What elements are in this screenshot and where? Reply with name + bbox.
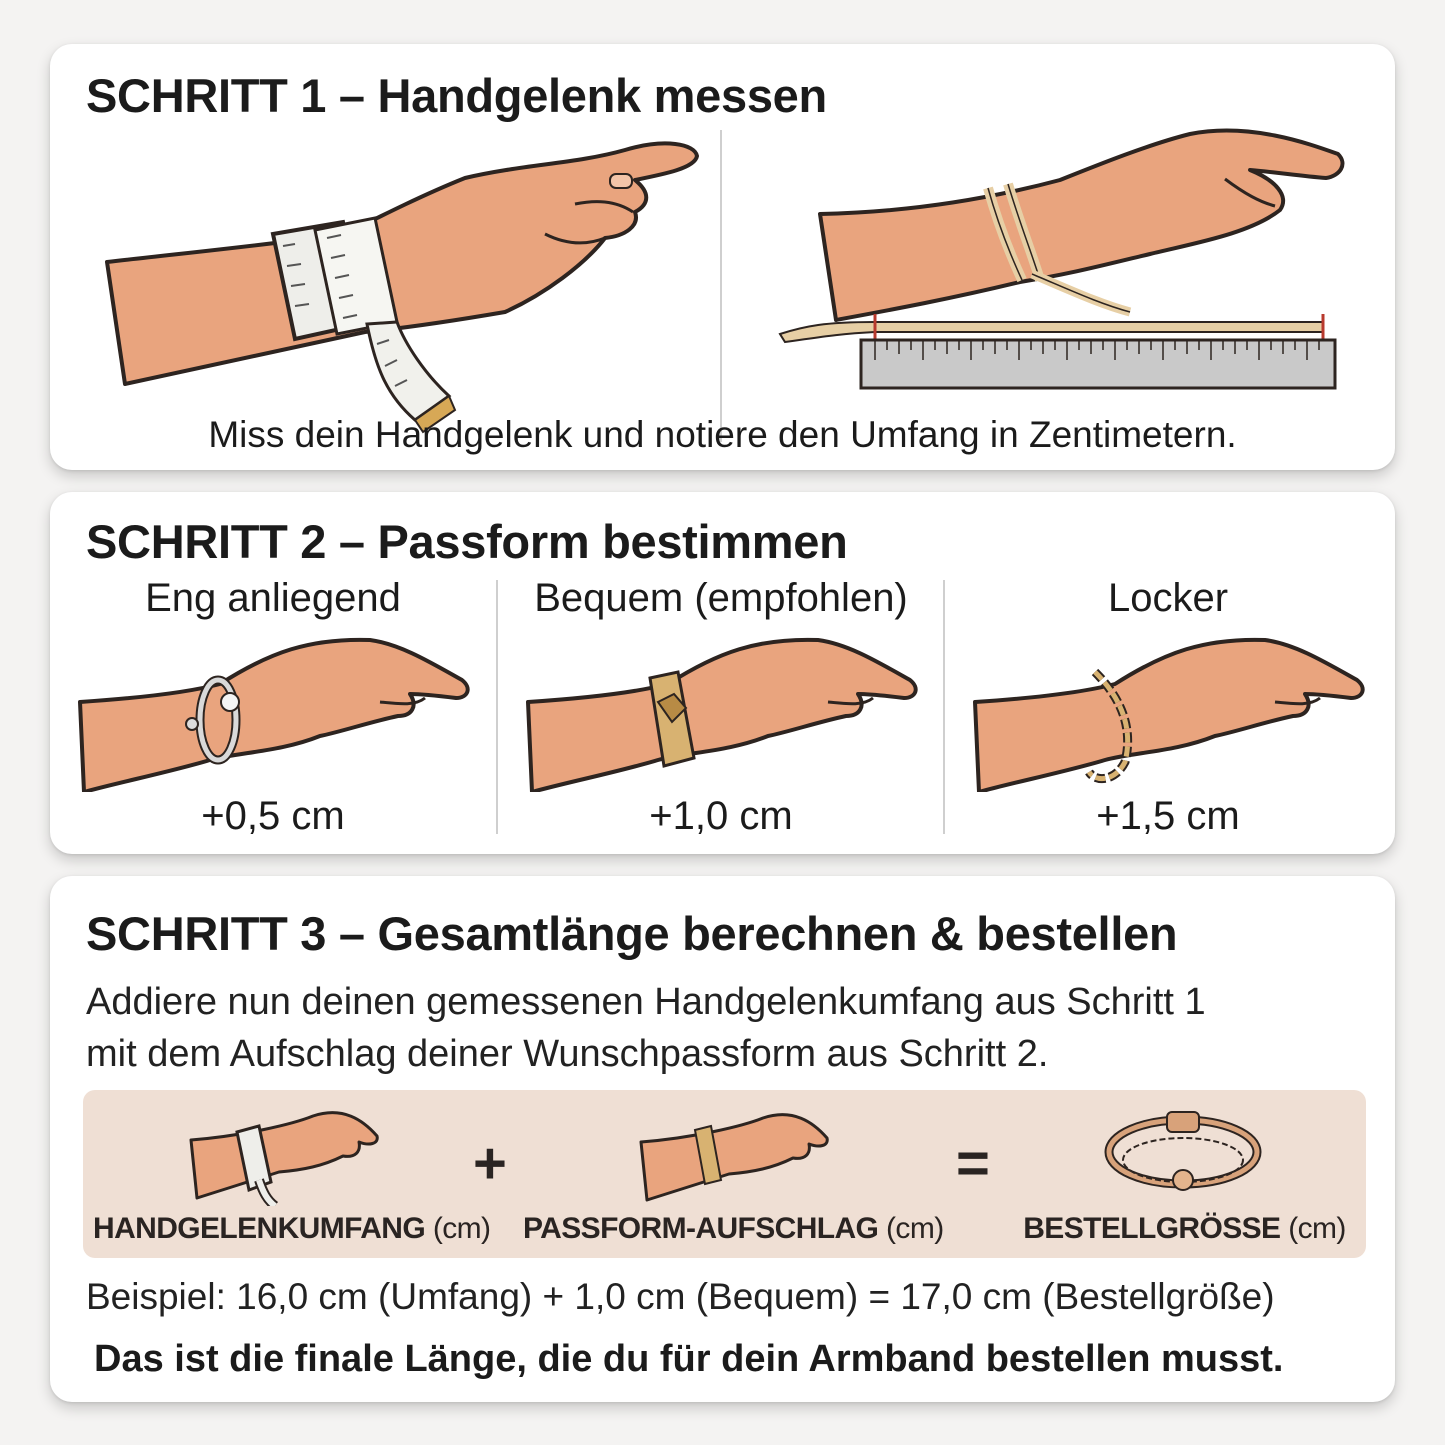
fit-option-eng-anliegend bbox=[50, 572, 496, 842]
fit-option-value: +1,5 cm bbox=[1096, 794, 1240, 838]
formula-panel bbox=[83, 1090, 1366, 1258]
term-unit: (cm) bbox=[1288, 1212, 1346, 1245]
term-unit: (cm) bbox=[432, 1212, 491, 1245]
example-calculation: Beispiel: 16,0 cm (Umfang) + 1,0 cm (Bequem) = 17,0 cm (Bestellgröße) bbox=[86, 1276, 1275, 1317]
step2-title: SCHRITT 2 – Passform bestimmen bbox=[86, 515, 848, 568]
fit-option-label: Eng anliegend bbox=[145, 576, 401, 620]
step1-caption: Miss dein Handgelenk und notiere den Umfang in Zentimetern. bbox=[208, 414, 1237, 455]
final-note: Das ist die finale Länge, die du für dein Armband bestellen musst. bbox=[94, 1338, 1284, 1380]
chain-bracelet-wrist-icon bbox=[965, 632, 1375, 792]
formula-term-fit bbox=[523, 1090, 943, 1258]
fit-option-label: Bequem (empfohlen) bbox=[534, 576, 908, 620]
string-on-ruler-illustration bbox=[775, 304, 1375, 399]
step1-title: SCHRITT 1 – Handgelenk messen bbox=[86, 69, 827, 122]
term-unit: (cm) bbox=[886, 1212, 944, 1245]
step3-intro bbox=[86, 976, 1206, 1080]
step1-divider bbox=[720, 130, 722, 442]
thin-bangle-wrist-icon bbox=[70, 632, 480, 792]
formula-term-label bbox=[523, 1212, 943, 1246]
fit-option-label: Locker bbox=[1107, 576, 1229, 620]
term-keyword: PASSFORM-AUFSCHLAG bbox=[523, 1212, 879, 1245]
tape-wrist-icon bbox=[183, 1100, 383, 1206]
measuring-tape-wrist-illustration bbox=[105, 134, 705, 434]
term-keyword: BESTELLGRÖSSE bbox=[1023, 1212, 1281, 1245]
fit-option-bequem bbox=[498, 572, 944, 842]
step1-card bbox=[50, 44, 1395, 470]
fit-option-value: +0,5 cm bbox=[201, 794, 345, 838]
term-keyword: HANDGELENKUMFANG bbox=[93, 1212, 426, 1245]
string-wrist-illustration bbox=[770, 84, 1370, 334]
formula-term-label bbox=[1013, 1212, 1356, 1246]
step3-intro-line1: Addiere nun deinen gemessenen Handgelenkumfang aus Schritt 1 bbox=[86, 981, 1206, 1023]
plus-operator: + bbox=[473, 1131, 507, 1196]
formula-term-label bbox=[93, 1212, 491, 1246]
equals-operator: = bbox=[956, 1131, 990, 1196]
step3-card bbox=[50, 876, 1395, 1402]
step3-intro-line2: mit dem Aufschlag deiner Wunschpassform aus Schritt 2. bbox=[86, 1033, 1049, 1075]
fit-option-locker bbox=[945, 572, 1391, 842]
leather-band-wrist-icon bbox=[518, 632, 928, 792]
step2-card bbox=[50, 492, 1395, 854]
fit-option-value: +1,0 cm bbox=[649, 794, 793, 838]
formula-term-order-size bbox=[1013, 1090, 1356, 1258]
band-wrist-icon bbox=[633, 1102, 833, 1202]
bracelet-icon bbox=[1103, 1106, 1263, 1196]
formula-term-wrist bbox=[93, 1090, 491, 1258]
step3-title: SCHRITT 3 – Gesamtlänge berechnen & bestellen bbox=[86, 907, 1178, 960]
